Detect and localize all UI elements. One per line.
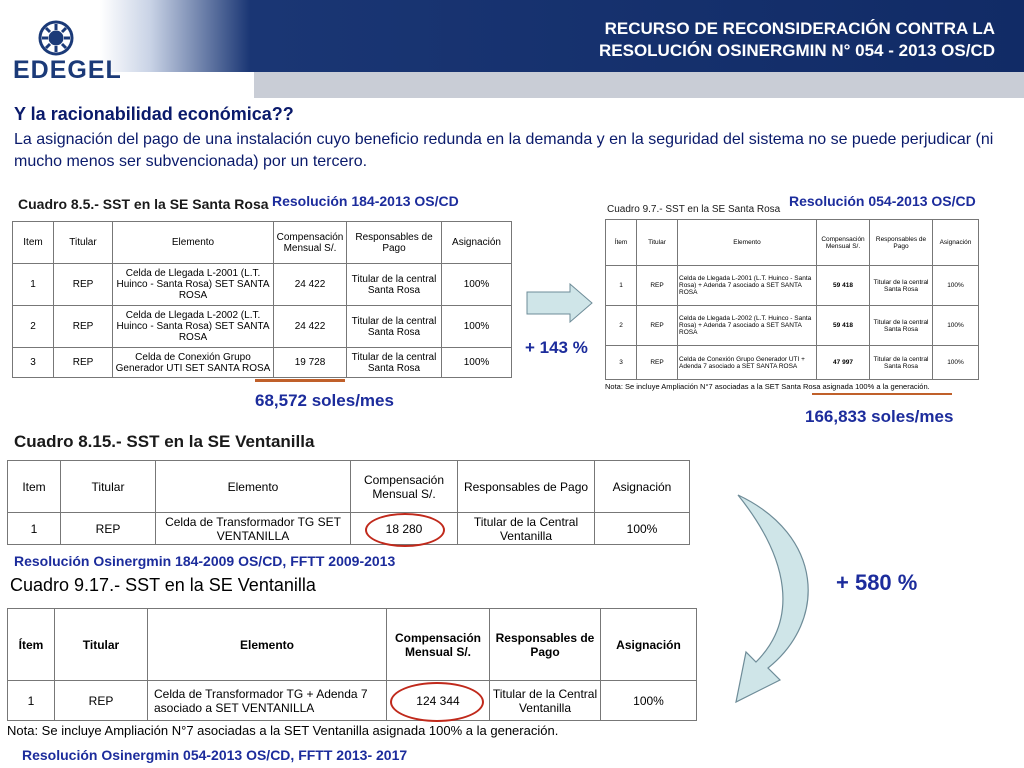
table-caption-9-7: Cuadro 9.7.- SST en la SE Santa Rosa [607,204,781,215]
curved-down-arrow-icon [728,490,828,715]
total-top-left: 68,572 soles/mes [255,391,394,410]
cell: Titular de la Central Ventanilla [490,681,601,721]
cell: REP [61,513,156,545]
resolution-label-054-2013-ventanilla: Resolución Osinergmin 054-2013 OS/CD, FFTT 2013- 2017 [22,747,408,763]
table-note-santa-rosa: Nota: Se incluye Ampliación N°7 asociadas a la SET Santa Rosa asignada 100% a la generación. [605,382,930,391]
cell: REP [637,266,678,306]
cell: 24 422 [274,264,347,306]
col-header: Ítem [606,220,637,266]
cell: 1 [8,681,55,721]
col-header: Elemento [148,609,387,681]
col-header: Titular [637,220,678,266]
question-heading: Y la racionabilidad económica?? [14,104,294,124]
col-header: Responsables de Pago [490,609,601,681]
col-header: Compensación Mensual S/. [351,461,458,513]
table-row [606,306,979,346]
cell: 100% [601,681,697,721]
cell: 1 [606,266,637,306]
col-header: Elemento [113,222,274,264]
cell: Celda de Llegada L-2001 (L.T. Huinco - Santa Rosa) SET SANTA ROSA [113,264,274,306]
highlight-underline [255,379,345,382]
table-row [13,306,512,348]
table-santa-rosa-8-5 [12,221,512,378]
col-header: Asignación [601,609,697,681]
cell: REP [55,681,148,721]
cell: Titular de la central Santa Rosa [870,306,933,346]
col-header: Asignación [442,222,512,264]
col-header: Compensación Mensual S/. [817,220,870,266]
cell: REP [637,346,678,380]
table-ventanilla-9-17 [7,608,697,721]
col-header: Compensación Mensual S/. [387,609,490,681]
table-note-ventanilla: Nota: Se incluye Ampliación N°7 asociadas a la SET Ventanilla asignada 100% a la generación. [7,723,559,738]
header-strip [254,72,1024,98]
cell: 18 280 [351,513,458,545]
cell: Titular de la central Santa Rosa [870,346,933,380]
title-line-2: RESOLUCIÓN OSINERGMIN N° 054 - 2013 OS/CD [599,41,995,60]
cell: 59 418 [817,266,870,306]
table-row [8,681,697,721]
table-caption-9-17: Cuadro 9.17.- SST en la SE Ventanilla [10,575,316,595]
total-top-right: 166,833 soles/mes [805,407,954,426]
table-row [13,264,512,306]
page-title [450,18,995,62]
table-row [8,513,690,545]
cell: Titular de la central Santa Rosa [347,348,442,378]
highlight-underline [812,393,952,395]
cell: 100% [442,306,512,348]
cell: 1 [13,264,54,306]
cell: 100% [442,348,512,378]
cell: 124 344 [387,681,490,721]
logo-text: EDEGEL [13,56,122,84]
cell: Celda de Conexión Grupo Generador UTI SET SANTA ROSA [113,348,274,378]
col-header: Item [13,222,54,264]
cell: 100% [933,266,979,306]
table-row [606,346,979,380]
resolution-label-054-2013: Resolución 054-2013 OS/CD [789,193,976,209]
col-header: Item [8,461,61,513]
cell: 3 [13,348,54,378]
cell: 59 418 [817,306,870,346]
col-header: Asignación [933,220,979,266]
cell: 1 [8,513,61,545]
table-ventanilla-8-15 [7,460,690,545]
cell: 3 [606,346,637,380]
cell: Titular de la central Santa Rosa [870,266,933,306]
cell: Celda de Llegada L-2002 (L.T. Huinco - Santa Rosa) SET SANTA ROSA [113,306,274,348]
cell: REP [54,306,113,348]
col-header: Asignación [595,461,690,513]
cell: 2 [606,306,637,346]
highlight-ellipse [390,682,484,722]
cell: 100% [442,264,512,306]
cell: REP [54,348,113,378]
table-santa-rosa-9-7 [605,219,979,380]
resolution-label-184-2009: Resolución Osinergmin 184-2009 OS/CD, FFTT 2009-2013 [14,553,396,569]
col-header: Titular [54,222,113,264]
cell: Celda de Transformador TG + Adenda 7 asociado a SET VENTANILLA [148,681,387,721]
cell: 19 728 [274,348,347,378]
cell: 100% [933,306,979,346]
cell: REP [637,306,678,346]
cell: Celda de Llegada L-2002 (L.T. Huinco - Santa Rosa) + Adenda 7 asociado a SET SANTA ROSA [678,306,817,346]
col-header: Ítem [8,609,55,681]
col-header: Responsables de Pago [870,220,933,266]
col-header: Responsables de Pago [347,222,442,264]
col-header: Titular [61,461,156,513]
cell: Titular de la central Santa Rosa [347,264,442,306]
col-header: Titular [55,609,148,681]
cell: Titular de la Central Ventanilla [458,513,595,545]
increase-bottom: + 580 % [836,570,918,595]
table-caption-8-5: Cuadro 8.5.- SST en la SE Santa Rosa [18,196,269,212]
cell: Titular de la central Santa Rosa [347,306,442,348]
table-row [606,266,979,306]
col-header: Responsables de Pago [458,461,595,513]
intro-paragraph: La asignación del pago de una instalación cuyo beneficio redunda en la demanda y en la seguridad del sistema no se puede perjudicar (ni mucho menos ser subvencionada) por un tercero. [14,131,994,170]
cell: 2 [13,306,54,348]
resolution-label-184-2013: Resolución 184-2013 OS/CD [272,193,459,209]
cell: Celda de Conexión Grupo Generador UTI + Adenda 7 asociado a SET SANTA ROSA [678,346,817,380]
cell: 24 422 [274,306,347,348]
table-row [13,348,512,378]
cell: REP [54,264,113,306]
increase-top: + 143 % [525,338,588,357]
cell: Celda de Transformador TG SET VENTANILLA [156,513,351,545]
cell: Celda de Llegada L-2001 (L.T. Huinco - Santa Rosa) + Adenda 7 asociado a SET SANTA ROSA [678,266,817,306]
cell: 47 997 [817,346,870,380]
title-line-1: RECURSO DE RECONSIDERACIÓN CONTRA LA [604,19,995,38]
col-header: Elemento [156,461,351,513]
table-caption-8-15: Cuadro 8.15.- SST en la SE Ventanilla [14,432,315,451]
col-header: Elemento [678,220,817,266]
cell: 100% [933,346,979,380]
right-arrow-icon [526,283,594,328]
cell: 100% [595,513,690,545]
highlight-ellipse [365,513,445,547]
col-header: Compensación Mensual S/. [274,222,347,264]
